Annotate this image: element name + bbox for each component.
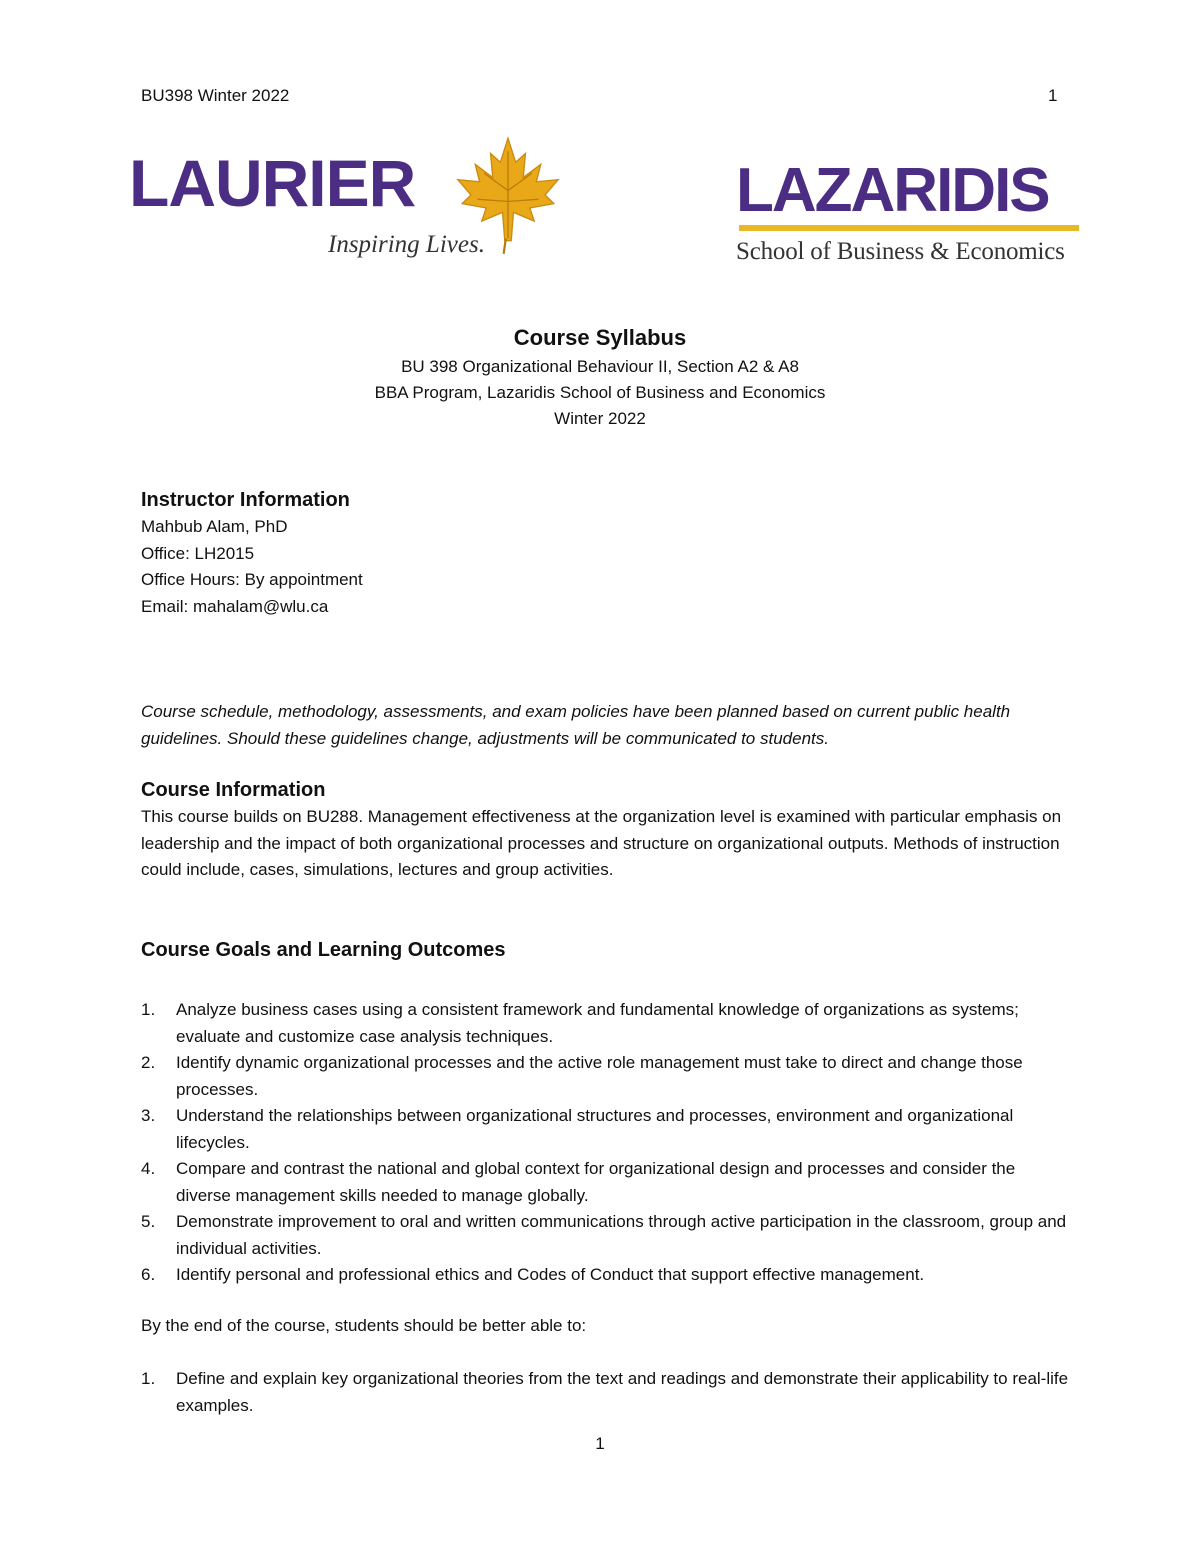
- list-item: [141, 1156, 1071, 1209]
- list-text: Analyze business cases using a consistent framework and fundamental knowledge of organizations as systems; evaluate and customize case analysis techniques.: [176, 1000, 1019, 1046]
- page-title: Course Syllabus: [513, 325, 687, 350]
- goals-heading: Course Goals and Learning Outcomes: [141, 939, 506, 961]
- public-health-notice: Course schedule, methodology, assessments, and exam policies have been planned based on current public health guidelines. Should these guidelines change, adjustments will be communicated to students.: [141, 702, 1011, 748]
- running-header: BU398 Winter 2022: [141, 86, 290, 105]
- list-number: 5.: [141, 1212, 156, 1231]
- list-number: 1.: [141, 1000, 156, 1019]
- list-item: [141, 1103, 1071, 1156]
- goals-list: [141, 997, 1071, 1289]
- footer-page-number: 1: [595, 1434, 605, 1453]
- course-info-section: [141, 776, 1071, 884]
- list-item: [141, 1366, 1071, 1419]
- list-item: [141, 1209, 1071, 1262]
- by-end-list: [141, 1366, 1071, 1419]
- instructor-heading: Instructor Information: [141, 489, 350, 511]
- list-number: 4.: [141, 1159, 156, 1178]
- list-text: Compare and contrast the national and global context for organizational design and processes and consider the diverse management skills needed to manage globally.: [176, 1159, 1016, 1205]
- instructor-office-hours: Office Hours: By appointment: [141, 570, 363, 589]
- list-text: Understand the relationships between organizational structures and processes, environment and organizational lifecycles.: [176, 1106, 1014, 1152]
- list-item: [141, 1262, 1071, 1289]
- by-end-intro: By the end of the course, students should be better able to:: [141, 1316, 587, 1335]
- list-text: Define and explain key organizational theories from the text and readings and demonstrate their applicability to real-life examples.: [176, 1369, 1069, 1415]
- list-text: Identify personal and professional ethics and Codes of Conduct that support effective management.: [176, 1265, 925, 1284]
- list-item: [141, 997, 1071, 1050]
- instructor-name: Mahbub Alam, PhD: [141, 517, 288, 536]
- program-line: BBA Program, Lazaridis School of Business and Economics: [374, 383, 826, 402]
- list-text: Identify dynamic organizational processes and the active role management must take to direct and change those processes.: [176, 1053, 1023, 1099]
- list-number: 1.: [141, 1369, 156, 1388]
- term-line: Winter 2022: [554, 409, 646, 428]
- laurier-tagline: Inspiring Lives.: [328, 231, 485, 258]
- list-item: [141, 1050, 1071, 1103]
- lazaridis-tagline: School of Business & Economics: [736, 238, 1065, 265]
- instructor-section: [141, 486, 1071, 620]
- lazaridis-logo-wordmark: LAZARIDIS: [736, 156, 1049, 225]
- header-page-number: 1: [1048, 86, 1058, 105]
- course-code-line: BU 398 Organizational Behaviour II, Section A2 & A8: [401, 357, 799, 376]
- course-info-heading: Course Information: [141, 779, 326, 801]
- course-info-body: This course builds on BU288. Management effectiveness at the organization level is examined with particular emphasis on leadership and the impact of both organizational processes and structure on organizational outputs. Methods of instruction could include, cases, simulations, lectures and group activities.: [141, 807, 1062, 879]
- lazaridis-gold-divider: [739, 225, 1079, 231]
- list-number: 3.: [141, 1106, 156, 1125]
- instructor-email[interactable]: Email: mahalam@wlu.ca: [141, 596, 329, 616]
- list-number: 2.: [141, 1053, 156, 1072]
- title-block: [0, 322, 1200, 432]
- list-text: Demonstrate improvement to oral and written communications through active participation in the classroom, group and individual activities.: [176, 1212, 1067, 1258]
- list-number: 6.: [141, 1265, 156, 1284]
- goals-section: [141, 936, 1071, 964]
- laurier-logo-wordmark: LAURIER: [129, 146, 416, 220]
- instructor-office: Office: LH2015: [141, 543, 255, 563]
